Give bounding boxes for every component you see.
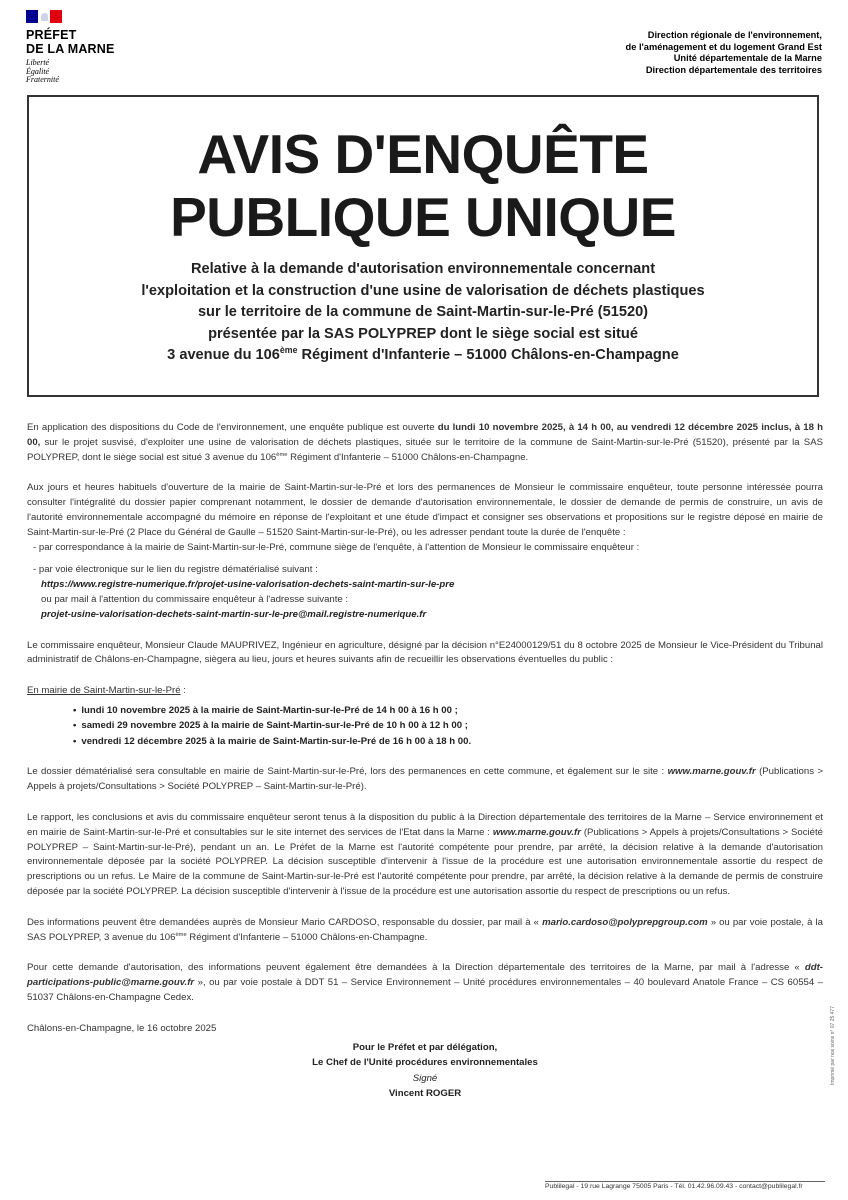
signature-title: Le Chef de l'Unité procédures environnementales <box>312 1057 538 1069</box>
paragraph-online-dossier <box>27 765 823 795</box>
title-line1: AVIS D'ENQUÊTE <box>197 123 649 185</box>
place-and-date: Châlons-en-Champagne, le 16 octobre 2025 <box>27 1022 217 1034</box>
paragraph-contact-ddt <box>27 961 823 1005</box>
motto-liberte: Liberté <box>26 58 50 67</box>
subtitle-line <box>29 345 817 367</box>
address-part: 3 avenue du 106 <box>167 347 280 364</box>
text-run: Régiment d'Infanterie – 51000 Châlons-en-Champagne. <box>287 451 529 463</box>
method-email-label: ou par mail à l'attention du commissaire enquêteur à l'adresse suivante : <box>41 593 349 605</box>
motto-fraternite: Fraternité <box>26 75 59 84</box>
signed-mention: Signé <box>412 1072 438 1084</box>
subtitle-line: présentée par la SAS POLYPREP dont le siège social est situé <box>208 325 638 342</box>
paragraph-consultation: Aux jours et heures habituels d'ouverture de la mairie de Saint-Martin-sur-le-Pré et lors des permanences de Monsieur le commissaire enquêteur, toute personne intéressée pourra consulter l'intégralité du dossier papier comprenant notamment, le dossier de demande d'autorisation environnementale, le dossier de demande de permis de construire, un avis de l'autorité environnementale accompagné du mémoire en réponse de l'exploitant et une étude d'impact et consigner ses observations et propositions sur le registre déposé en mairie de Saint-Martin-sur-le-Pré (2 Place du Général de Gaulle – 51520 Saint-Martin-sur-le-Pré), ou les adresser pendant toute la durée de l'enquête : <box>27 482 823 538</box>
text-run: Le rapport, les conclusions et avis du commissaire enquêteur seront tenus à la disposition du public à la Direction départementale des territoires de la Marne – Service environnement et en mairie de Saint-Martin-sur-le-Pré et consultables sur le site internet des services de l'Etat dans la Marne : <box>27 812 823 838</box>
enquiry-dates: du lundi 10 novembre 2025, à 14 h 00, au vendredi 12 décembre 2025 inclus, à 18 h 00, <box>27 422 824 448</box>
prefet-line1: PRÉFET <box>26 28 77 42</box>
permanences-list <box>27 703 823 750</box>
ddt-email-link[interactable]: ddt-participations-public@marne.gouv.fr <box>27 962 823 989</box>
prefet-line2: DE LA MARNE <box>26 41 115 56</box>
service-line: Direction régionale de l'environnement, <box>647 30 822 40</box>
submission-methods <box>27 541 823 623</box>
prefecture-name <box>26 29 136 56</box>
notice-title <box>29 123 817 249</box>
text-run: (Publications > Appels à projets/Consultations > Société POLYPREP – Saint-Martin-sur-le-Pré), pendant un an. Le Préfet de la Marne est l'autorité compétente pour prendre, par arrêté, la décision relative à la demande d'autorisation environnementale déposée par la société POLYPREP. La décision susceptible d'intervenir à l'issue de la procédure est une autorisation environnementale assortie du respect de prescriptions ou un refus. Le Maire de la commune de Saint-Martin-sur-le-Pré est l'autorité compétente pour prendre, par arrêté, la décision relative à la demande de permis de construire déposée par la société POLYPREP. La décision susceptible d'intervenir à l'issue de la procédure est une autorisation assortie du respect de prescriptions ou un refus. <box>27 826 823 898</box>
ordinal-suffix: ème <box>276 451 288 458</box>
company-email-link[interactable]: mario.cardoso@polyprepgroup.com <box>542 916 708 928</box>
subtitle-line: Relative à la demande d'autorisation environnementale concernant <box>190 261 656 277</box>
subtitle-line: l'exploitation et la construction d'une usine de valorisation de déchets plastiques <box>141 282 705 299</box>
paragraph-report <box>27 811 823 900</box>
text-run: : <box>180 685 186 697</box>
ordinal-suffix: ème <box>175 931 187 938</box>
service-line: Direction départementale des territoires <box>645 64 822 75</box>
text-run: Régiment d'Infanterie – 51000 Châlons-en-Champagne. <box>186 931 428 943</box>
signatory-name: Vincent ROGER <box>388 1088 462 1100</box>
registry-email-link[interactable]: projet-usine-valorisation-dechets-saint-martin-sur-le-pre@mail.registre-numerique.fr <box>41 608 427 620</box>
notice-body <box>27 421 823 1102</box>
print-reference: Imprimé par nos soins n° 07 25 477 <box>830 1006 836 1085</box>
publisher-footer: Publilegal - 19 rue Lagrange 75005 Paris - Tél. 01.42.96.09.43 - contact@publilegal.fr <box>545 1181 825 1190</box>
paragraph-contact-company <box>27 916 823 946</box>
text-run: » ou par voie postale, à la SAS POLYPREP, 3 avenue du 106 <box>27 916 823 943</box>
ordinal-suffix: ème <box>279 345 298 356</box>
issuing-services <box>522 30 822 76</box>
signature-block <box>27 1040 823 1102</box>
service-line: Unité départementale de la Marne <box>673 53 822 64</box>
method-online: - par voie électronique sur le lien du registre dématérialisé suivant : <box>33 564 318 576</box>
list-item: • samedi 29 novembre 2025 à la mairie de Saint-Martin-sur-le-Pré de 10 h 00 à 12 h 00 ; <box>73 718 823 734</box>
text-run: sur le projet susvisé, d'exploiter une usine de valorisation de déchets plastiques, située sur le territoire de la commune de Saint-Martin-sur-le-Pré (51520), présenté par la SAS POLYPREP, dont le siège social est situé 3 avenue du 106 <box>27 436 823 463</box>
list-item: • lundi 10 novembre 2025 à la mairie de Saint-Martin-sur-le-Pré de 14 h 00 à 16 h 00 ; <box>73 703 823 719</box>
site-link[interactable]: www.marne.gouv.fr <box>667 766 756 778</box>
marianne-flag-icon <box>26 10 62 23</box>
address-part: Régiment d'Infanterie – 51000 Châlons-en-Champagne <box>297 347 679 364</box>
permanences-heading <box>27 684 823 699</box>
text-run: Le dossier dématérialisé sera consultable en mairie de Saint-Martin-sur-le-Pré, lors des permanences en cette commune, et également sur le site : <box>27 766 668 778</box>
prefecture-logo <box>26 10 136 85</box>
method-mail: - par correspondance à la mairie de Saint-Martin-sur-le-Pré, commune siège de l'enquête, à l'attention de Monsieur le commissaire enquêteur : <box>33 541 640 553</box>
text-run: Pour cette demande d'autorisation, des informations peuvent également être demandées à la Direction départementale des territoires de la Marne, par mail à l'adresse « <box>27 962 805 974</box>
list-item: • vendredi 12 décembre 2025 à la mairie de Saint-Martin-sur-le-Pré de 16 h 00 à 18 h 00. <box>73 734 823 750</box>
text-run: (Publications > Appels à projets/Consultations > Société POLYPREP – Saint-Martin-sur-le-Pré). <box>27 766 823 793</box>
text-run: », ou par voie postale à DDT 51 – Service Environnement – Unité procédures environnementales – 40 boulevard Anatole France – CS 60554 – 51037 Châlons-en-Champagne Cedex. <box>27 977 823 1004</box>
permanences-location: En mairie de Saint-Martin-sur-le-Pré <box>27 685 181 697</box>
notice-subtitle <box>29 259 817 367</box>
paragraph-opening <box>27 421 823 465</box>
text-run: En application des dispositions du Code de l'environnement, une enquête publique est ouverte <box>27 422 438 433</box>
text-run: Des informations peuvent être demandées auprès de Monsieur Mario CARDOSO, responsable du dossier, par mail à « <box>27 916 543 928</box>
subtitle-line: sur le territoire de la commune de Saint-Martin-sur-le-Pré (51520) <box>197 304 649 321</box>
registry-link[interactable]: https://www.registre-numerique.fr/projet-usine-valorisation-dechets-saint-martin-sur-le-pre <box>41 579 455 591</box>
republic-motto <box>26 59 136 85</box>
service-line: de l'aménagement et du logement Grand Est <box>625 41 822 52</box>
site-link[interactable]: www.marne.gouv.fr <box>492 826 581 838</box>
paragraph-commissioner: Le commissaire enquêteur, Monsieur Claude MAUPRIVEZ, Ingénieur en agriculture, désigné par la décision n°E24000129/51 du 8 octobre 2025 de Monsieur le Vice-Président du Tribunal administratif de Châlons-en-Champagne, siègera au lieu, jours et heures suivants afin de recueillir les observations éventuelles du public : <box>27 639 823 666</box>
signature-line: Pour le Préfet et par délégation, <box>352 1041 498 1053</box>
title-box <box>27 95 819 397</box>
motto-egalite: Égalité <box>26 66 50 76</box>
title-line2: PUBLIQUE UNIQUE <box>170 186 676 248</box>
